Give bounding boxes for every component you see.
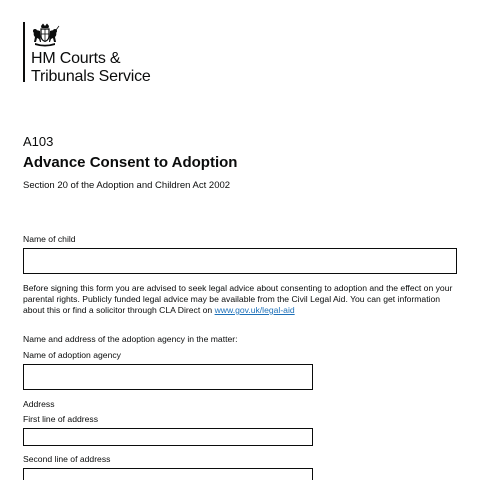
page-subtitle: Section 20 of the Adoption and Children Act 2002: [23, 180, 231, 191]
address-line1-field[interactable]: [23, 428, 313, 446]
legal-advice-body: Before signing this form you are advised to seek legal advice about consenting to adoption and the effect on your parental rights. Publicly funded legal advice may be available from the Civil Legal Aid. You can get information about this or find a solicitor through CLA Direct on: [23, 283, 453, 315]
address-line2-field[interactable]: [23, 468, 313, 480]
address-heading: Address: [23, 399, 55, 409]
logo-divider: [23, 22, 25, 82]
agency-section-label: Name and address of the adoption agency in the matter:: [23, 334, 238, 344]
logo-text-line1: HM Courts &: [31, 50, 121, 67]
page-title: Advance Consent to Adoption: [23, 154, 238, 171]
form-code: A103: [23, 134, 54, 149]
logo-text-line2: Tribunals Service: [31, 68, 151, 85]
royal-coat-of-arms-icon: [30, 23, 60, 47]
child-name-field[interactable]: [23, 248, 457, 274]
address-line2-label: Second line of address: [23, 454, 111, 464]
legal-advice-text: [23, 283, 453, 316]
legal-aid-link[interactable]: www.gov.uk/legal-aid: [214, 305, 295, 315]
agency-name-label: Name of adoption agency: [23, 350, 121, 360]
hmcts-logo: [23, 22, 163, 84]
agency-name-field[interactable]: [23, 364, 313, 390]
address-line1-label: First line of address: [23, 414, 98, 424]
child-name-label: Name of child: [23, 234, 76, 244]
